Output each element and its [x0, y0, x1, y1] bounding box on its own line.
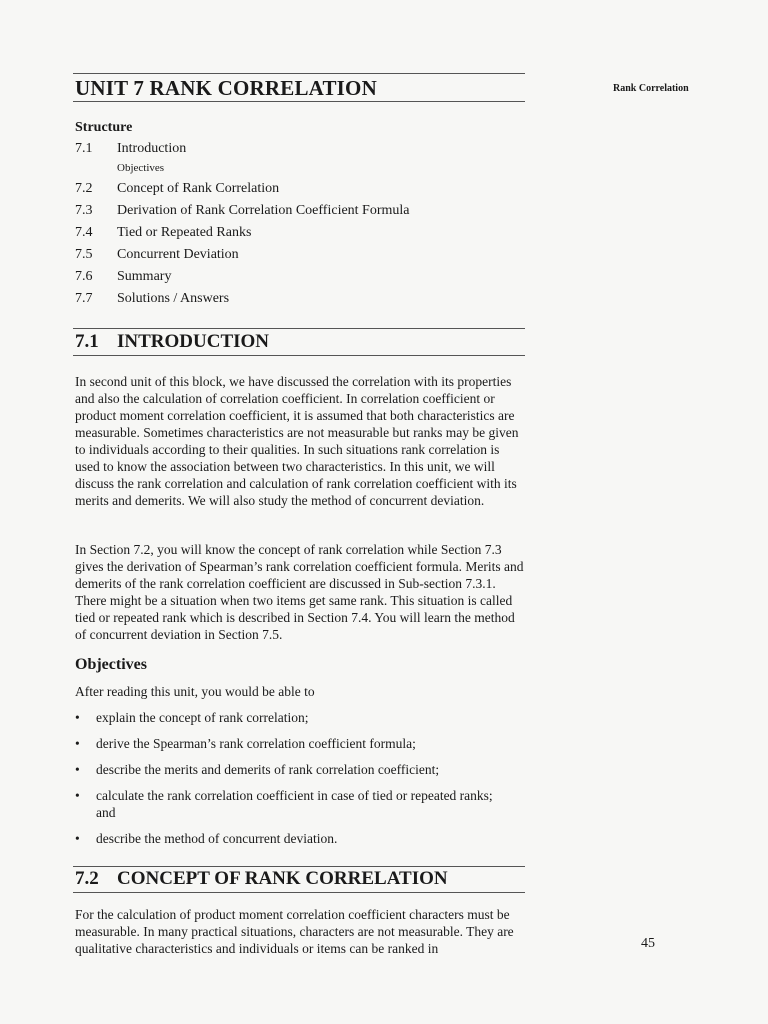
objectives-intro: After reading this unit, you would be able to	[75, 684, 315, 699]
objective-text: describe the method of concurrent deviation.	[96, 831, 338, 846]
list-item	[75, 735, 527, 752]
structure-heading: Structure	[75, 120, 133, 135]
toc-item	[75, 291, 525, 313]
bullet-icon: •	[75, 710, 80, 725]
bullet-icon: •	[75, 762, 80, 777]
bullet-icon: •	[75, 831, 80, 846]
toc-label: Summary	[117, 269, 172, 284]
toc-number: 7.5	[75, 247, 93, 262]
section-7-2-heading	[75, 868, 525, 890]
toc-number: 7.1	[75, 141, 93, 156]
list-item	[75, 787, 527, 821]
section-7-2-bottom-rule	[73, 892, 525, 893]
intro-paragraph-2: In Section 7.2, you will know the concept of rank correlation while Section 7.3 gives the derivation of Spearman’s rank correlation coefficient formula. Merits and demerits of the rank correlation coefficient are discussed in Sub-section 7.3.1. There might be a situation when two items get same rank. This situation is called tied or repeated rank which is described in Section 7.4. You will learn the method of concurrent deviation in Section 7.5.	[75, 542, 524, 642]
list-item	[75, 709, 527, 726]
table-of-contents	[75, 141, 525, 313]
objective-text: describe the merits and demerits of rank correlation coefficient;	[96, 762, 440, 777]
objective-text: derive the Spearman’s rank correlation coefficient formula;	[96, 736, 416, 751]
concept-paragraph-1: For the calculation of product moment correlation coefficient characters must be measurable. In many practical situations, characters are not measurable. They are qualitative characteristics and individuals or items can be ranked in	[75, 907, 514, 956]
section-number: 7.2	[75, 868, 99, 889]
bullet-icon: •	[75, 736, 80, 751]
toc-number: 7.7	[75, 291, 93, 306]
objectives-list	[75, 709, 527, 856]
objective-text: explain the concept of rank correlation;	[96, 710, 309, 725]
toc-number: 7.2	[75, 181, 93, 196]
section-7-1-top-rule	[73, 328, 525, 329]
toc-number: 7.3	[75, 203, 93, 218]
toc-label: Derivation of Rank Correlation Coefficient Formula	[117, 203, 410, 218]
page-number: 45	[641, 936, 655, 951]
toc-label: Introduction	[117, 141, 187, 156]
toc-item	[75, 181, 525, 203]
toc-item	[75, 225, 525, 247]
running-head: Rank Correlation	[613, 83, 689, 94]
section-number: 7.1	[75, 331, 99, 352]
toc-number: 7.6	[75, 269, 93, 284]
toc-number: 7.4	[75, 225, 93, 240]
section-7-1-bottom-rule	[73, 355, 525, 356]
toc-label: Tied or Repeated Ranks	[117, 225, 252, 240]
bullet-icon: •	[75, 788, 80, 803]
toc-item	[75, 203, 525, 225]
objective-text: calculate the rank correlation coefficient in case of tied or repeated ranks; and	[96, 788, 493, 820]
section-7-2-top-rule	[73, 866, 525, 867]
list-item	[75, 761, 527, 778]
toc-subitem	[75, 163, 525, 181]
title-top-rule	[73, 73, 525, 74]
toc-item	[75, 269, 525, 291]
toc-item	[75, 247, 525, 269]
section-title: INTRODUCTION	[117, 331, 270, 352]
intro-paragraph-1: In second unit of this block, we have discussed the correlation with its properties and also the calculation of correlation coefficient. In correlation coefficient or product moment correlation coefficient, it is assumed that both characteristics are measurable. Sometimes characteristics are not measurable but ranks may be given to individuals according to their qualities. In such situations rank correlation is used to know the association between two characteristics. In this unit, we will discuss the rank correlation and calculation of rank correlation coefficient with its merits and demerits. We will also study the method of concurrent deviation.	[75, 374, 519, 508]
unit-title: UNIT 7 RANK CORRELATION	[75, 76, 377, 100]
section-7-1-heading	[75, 331, 525, 353]
list-item	[75, 830, 527, 847]
section-title: CONCEPT OF RANK CORRELATION	[117, 868, 448, 889]
toc-sublabel: Objectives	[117, 162, 165, 174]
toc-label: Concept of Rank Correlation	[117, 181, 280, 196]
title-bottom-rule	[73, 101, 525, 102]
toc-item	[75, 141, 525, 163]
toc-label: Concurrent Deviation	[117, 247, 239, 262]
toc-label: Solutions / Answers	[117, 291, 230, 306]
objectives-heading: Objectives	[75, 656, 147, 673]
